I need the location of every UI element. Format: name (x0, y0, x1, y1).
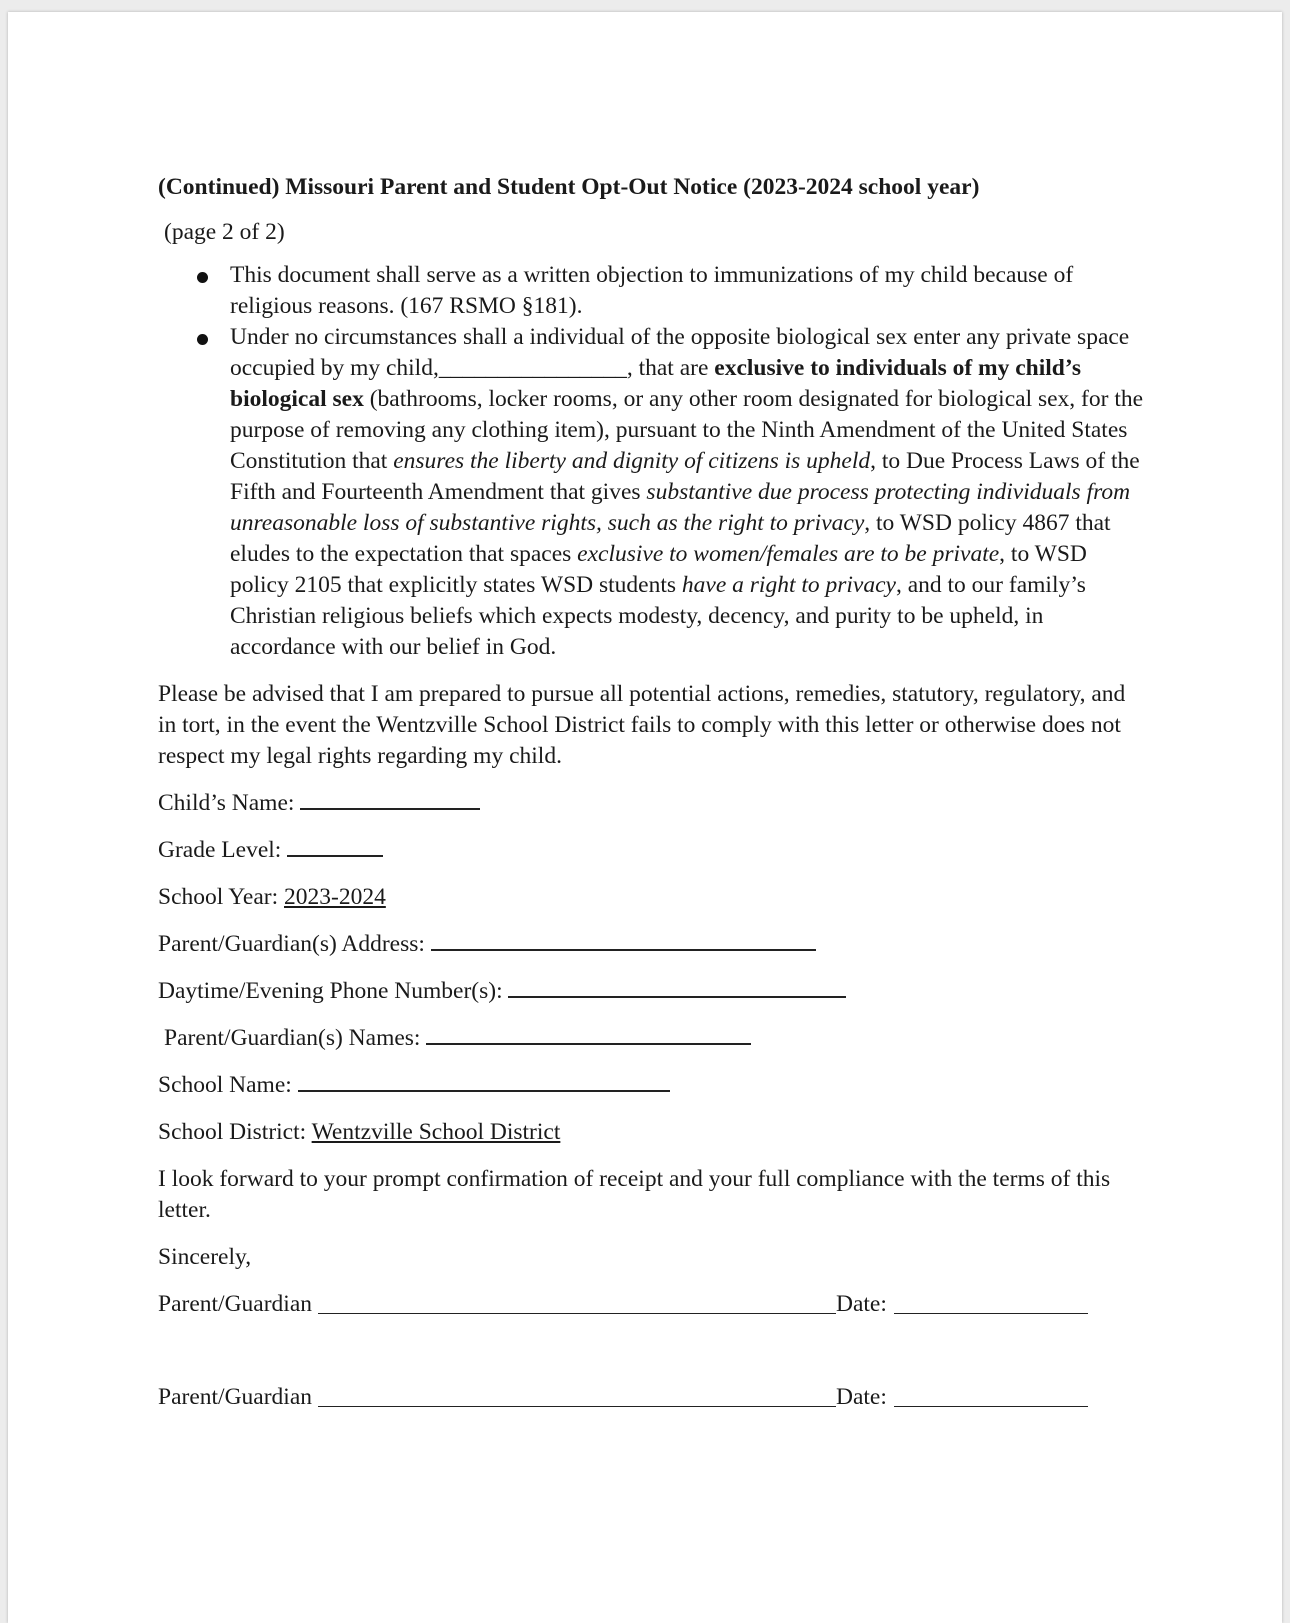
italic-emphasis: exclusive to women/females are to be private (577, 541, 1000, 567)
school-name-line[interactable] (298, 1072, 670, 1092)
child-name-blank: ________________ (438, 355, 627, 381)
field-label: Child’s Name: (158, 790, 295, 816)
bold-emphasis: exclusive to individuals of my child’s biological sex (230, 355, 1081, 412)
signature-row-1 (158, 1289, 1148, 1320)
school-year-value: 2023-2024 (284, 884, 386, 910)
grade-level-line[interactable] (287, 837, 383, 857)
signature-line[interactable] (318, 1313, 836, 1314)
school-district-value: Wentzville School District (311, 1119, 561, 1145)
guardian-names-field (158, 1023, 1148, 1070)
document-body (158, 172, 1148, 1413)
child-name-field (158, 788, 1148, 835)
address-field (158, 929, 1148, 976)
bullet-text: This document shall serve as a written objection to immunizations of my child because of religious reasons. (167 RSMO §181). (230, 262, 1074, 319)
signature-label: Parent/Guardian (158, 1291, 313, 1317)
field-label: School Year: (158, 884, 279, 910)
bullet-item-privacy (230, 322, 1148, 663)
phone-field (158, 976, 1148, 1023)
bullet-list (158, 260, 1148, 663)
date-label: Date: (836, 1384, 887, 1410)
signature-row-2 (158, 1382, 1148, 1413)
guardian-names-line[interactable] (426, 1025, 751, 1045)
date-line[interactable] (894, 1313, 1088, 1314)
field-label: School Name: (158, 1072, 292, 1098)
bullet-dot-icon (197, 334, 208, 345)
page-label: (page 2 of 2) (164, 219, 285, 245)
date-label: Date: (836, 1291, 887, 1317)
address-line[interactable] (431, 931, 816, 951)
school-year-field (158, 882, 1148, 929)
field-label: School District: (158, 1119, 307, 1145)
advisory-paragraph: Please be advised that I am prepared to pursue all potential actions, remedies, statutory, regulatory, and in tort, in the event the Wentzville School District fails to comply with this letter or otherwise does not respect my legal rights regarding my child. (158, 681, 1126, 769)
phone-line[interactable] (508, 978, 846, 998)
bullet-text-part: , to WSD policy 4867 that eludes to the expectation that spaces (230, 510, 1111, 567)
grade-level-field (158, 835, 1148, 882)
school-name-field (158, 1070, 1148, 1117)
italic-emphasis: substantive due process protecting individuals from unreasonable loss of substantive rights, such as the right to privacy (230, 479, 1131, 536)
field-label: Parent/Guardian(s) Names: (164, 1025, 421, 1051)
bullet-text-part: , to WSD policy 2105 that explicitly states WSD students (230, 541, 1087, 598)
school-district-field (158, 1117, 1148, 1164)
field-label: Grade Level: (158, 837, 282, 863)
bullet-text-part: (bathrooms, locker rooms, or any other room designated for biological sex, for the purpose of removing any clothing item), pursuant to the Ninth Amendment of the United States Constitution that (230, 386, 1144, 474)
bullet-dot-icon (197, 272, 208, 283)
signature-label: Parent/Guardian (158, 1384, 313, 1410)
document-title: (Continued) Missouri Parent and Student Opt-Out Notice (2023-2024 school year) (158, 174, 980, 200)
bullet-text-part: , that are (626, 355, 715, 381)
bullet-text-part: , and to our family’s Christian religious beliefs which expects modesty, decency, and purity to be upheld, in accordance with our belief in God. (230, 572, 1086, 660)
child-name-line[interactable] (300, 790, 480, 810)
closing-paragraph: I look forward to your prompt confirmation of receipt and your full compliance with the terms of this letter. (158, 1166, 1111, 1223)
bullet-item-immunization (230, 260, 1148, 322)
bullet-text-part: Under no circumstances shall a individual of the opposite biological sex enter any private space occupied by my child, (230, 324, 1130, 381)
document-page (8, 12, 1282, 1623)
date-line[interactable] (894, 1406, 1088, 1407)
italic-emphasis: ensures the liberty and dignity of citizens is upheld (393, 448, 871, 474)
field-label: Daytime/Evening Phone Number(s): (158, 978, 503, 1004)
italic-emphasis: have a right to privacy (681, 572, 896, 598)
field-label: Parent/Guardian(s) Address: (158, 931, 425, 957)
sincerely-text: Sincerely, (158, 1244, 252, 1270)
signature-line[interactable] (318, 1406, 836, 1407)
bullet-text-part: , to Due Process Laws of the Fifth and Fourteenth Amendment that gives (230, 448, 1140, 505)
